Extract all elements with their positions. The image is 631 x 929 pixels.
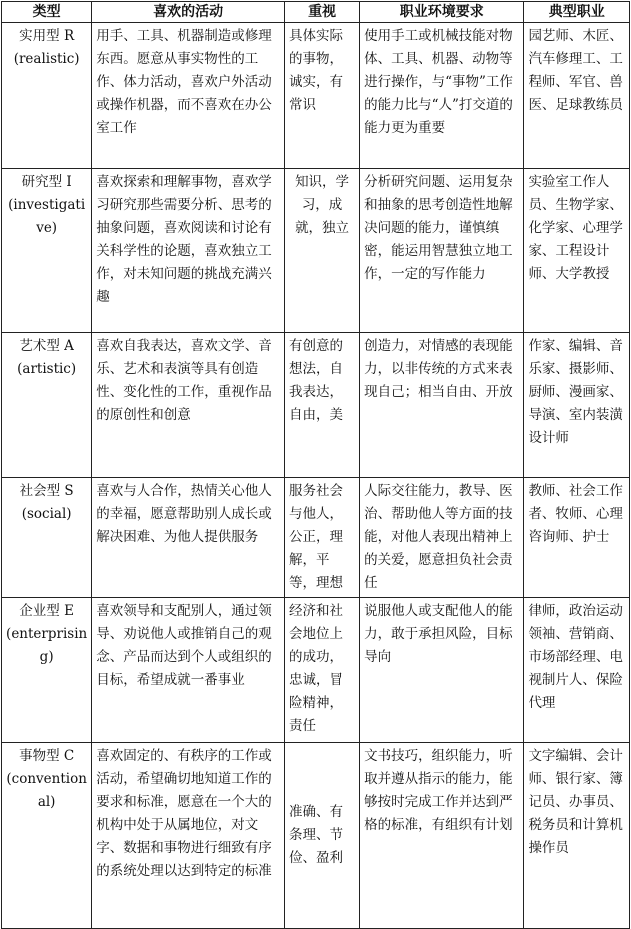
type-cell bbox=[2, 169, 92, 333]
header-type: 类型 bbox=[2, 2, 92, 23]
values-cell: 准确、有条理、节俭、盈利 bbox=[285, 743, 360, 929]
activities-cell: 喜欢领导和支配别人，通过领导、劝说他人或推销自己的观念、产品而达到个人或组织的目标，希望成就一番事业 bbox=[92, 598, 285, 743]
table-row-artistic bbox=[2, 333, 630, 478]
type-english: (conventional) bbox=[6, 771, 87, 810]
type-cell bbox=[2, 333, 92, 478]
values-cell: 具体实际的事物，诚实，有常识 bbox=[285, 23, 360, 169]
type-name: 研究型 I bbox=[21, 174, 72, 190]
type-name: 实用型 R bbox=[19, 28, 75, 44]
type-english: (enterprising) bbox=[6, 626, 88, 665]
type-cell bbox=[2, 23, 92, 169]
activities-cell: 喜欢自我表达，喜欢文学、音乐、艺术和表演等具有创造性、变化性的工作，重视作品的原创性和创意 bbox=[92, 333, 285, 478]
table-row-social bbox=[2, 478, 630, 598]
header-jobs: 典型职业 bbox=[524, 2, 630, 23]
type-english: (artistic) bbox=[17, 361, 77, 377]
table-row-enterprising bbox=[2, 598, 630, 743]
table-row-realistic bbox=[2, 23, 630, 169]
jobs-cell: 教师、社会工作者、牧师、心理咨询师、护士 bbox=[524, 478, 630, 598]
requirements-cell: 使用手工或机械技能对物体、工具、机器、动物等进行操作，与“事物”工作的能力比与“人”打交道的能力更为重要 bbox=[360, 23, 524, 169]
header-row bbox=[2, 2, 630, 23]
values-cell: 有创意的想法，自我表达，自由，美 bbox=[285, 333, 360, 478]
table-row-conventional bbox=[2, 743, 630, 929]
jobs-cell: 文字编辑、会计师、银行家、簿记员、办事员、税务员和计算机操作员 bbox=[524, 743, 630, 929]
requirements-cell: 人际交往能力，教导、医治、帮助他人等方面的技能，对他人表现出精神上的关爱，愿意担负社会责任 bbox=[360, 478, 524, 598]
values-cell: 知识，学习，成就，独立 bbox=[285, 169, 360, 333]
header-values: 重视 bbox=[285, 2, 360, 23]
type-cell bbox=[2, 743, 92, 929]
jobs-cell: 作家、编辑、音乐家、摄影师、厨师、漫画家、导演、室内装潢设计师 bbox=[524, 333, 630, 478]
values-cell: 经济和社会地位上的成功，忠诚，冒险精神，责任 bbox=[285, 598, 360, 743]
type-name: 艺术型 A bbox=[19, 338, 74, 354]
type-name: 事物型 C bbox=[19, 748, 75, 764]
requirements-cell: 说服他人或支配他人的能力，敢于承担风险，目标导向 bbox=[360, 598, 524, 743]
requirements-cell: 创造力，对情感的表现能力，以非传统的方式来表现自己；相当自由、开放 bbox=[360, 333, 524, 478]
table-row-investigative bbox=[2, 169, 630, 333]
holland-interest-table bbox=[1, 1, 630, 929]
header-activities: 喜欢的活动 bbox=[92, 2, 285, 23]
activities-cell: 喜欢探索和理解事物，喜欢学习研究那些需要分析、思考的抽象问题，喜欢阅读和讨论有关科学性的论题，喜欢独立工作，对未知问题的挑战充满兴趣 bbox=[92, 169, 285, 333]
type-name: 社会型 S bbox=[19, 483, 74, 499]
header-requirements: 职业环境要求 bbox=[360, 2, 524, 23]
type-english: (realistic) bbox=[13, 51, 80, 67]
type-english: (social) bbox=[21, 506, 72, 522]
activities-cell: 用手、工具、机器制造或修理东西。愿意从事实物性的工作、体力活动，喜欢户外活动或操作机器，而不喜欢在办公室工作 bbox=[92, 23, 285, 169]
requirements-cell: 分析研究问题、运用复杂和抽象的思考创造性地解决问题的能力，谨慎缜密，能运用智慧独立地工作，一定的写作能力 bbox=[360, 169, 524, 333]
jobs-cell: 律师，政治运动领袖、营销商、市场部经理、电视制片人、保险代理 bbox=[524, 598, 630, 743]
values-cell: 服务社会与他人，公正，理解，平等，理想 bbox=[285, 478, 360, 598]
type-cell bbox=[2, 598, 92, 743]
type-name: 企业型 E bbox=[19, 603, 74, 619]
jobs-cell: 园艺师、木匠、汽车修理工、工程师、军官、兽医、足球教练员 bbox=[524, 23, 630, 169]
jobs-cell: 实验室工作人员、生物学家、化学家、心理学家、工程设计师、大学教授 bbox=[524, 169, 630, 333]
type-cell bbox=[2, 478, 92, 598]
activities-cell: 喜欢与人合作，热情关心他人的幸福，愿意帮助别人成长或解决困难、为他人提供服务 bbox=[92, 478, 285, 598]
type-english: (investigative) bbox=[8, 197, 86, 236]
requirements-cell: 文书技巧，组织能力，听取并遵从指示的能力，能够按时完成工作并达到严格的标准，有组织有计划 bbox=[360, 743, 524, 929]
activities-cell: 喜欢固定的、有秩序的工作或活动，希望确切地知道工作的要求和标准，愿意在一个大的机构中处于从属地位，对文字、数据和事物进行细致有序的系统处理以达到特定的标准 bbox=[92, 743, 285, 929]
